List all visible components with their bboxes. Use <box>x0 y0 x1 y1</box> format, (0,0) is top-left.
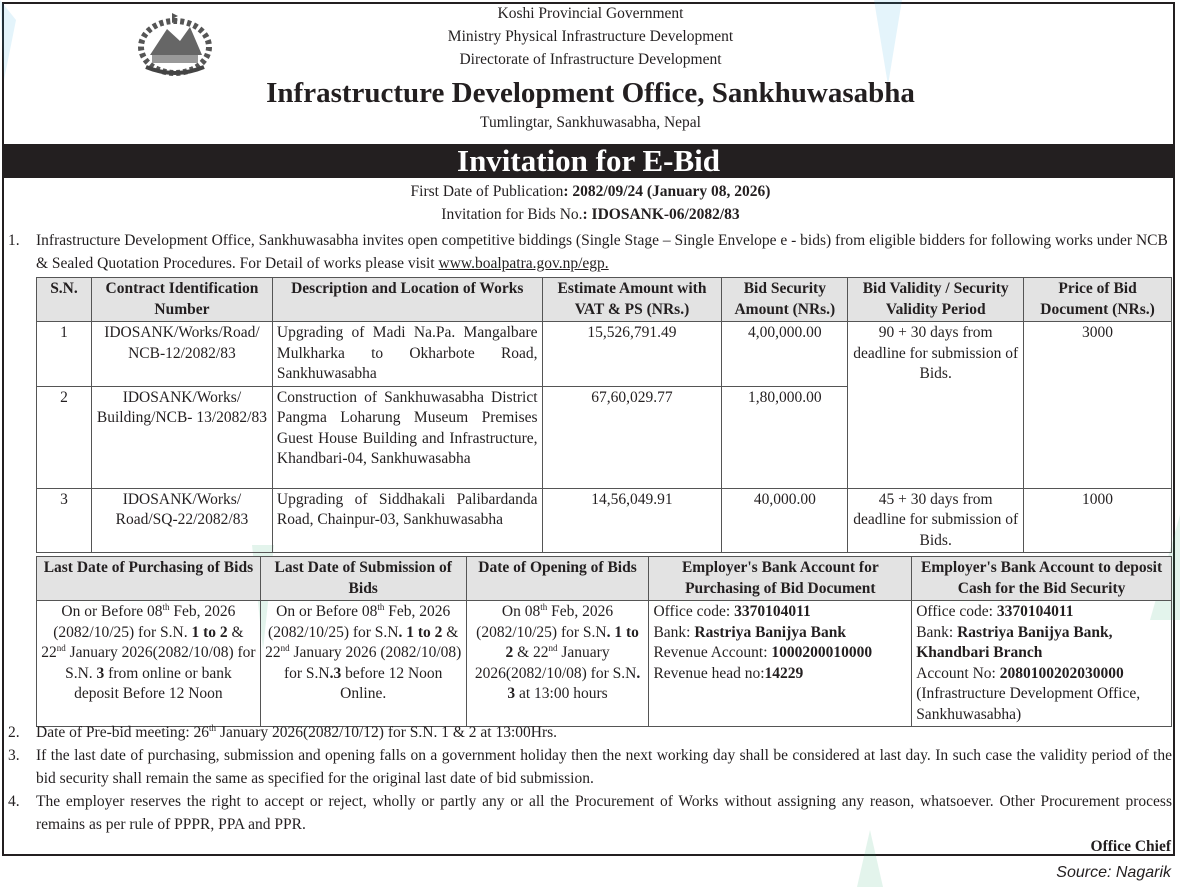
purchasing-deadline: On or Before 08th Feb, 2026 (2082/10/25) for S.N. 1 to 2 & 22nd January 2026(2082/10/08) for S.N. 3 from online or bank deposit Before 12 Noon <box>37 601 261 727</box>
col-contract-id: Contract Identification Number <box>91 278 272 322</box>
ministry-name: Ministry Physical Infrastructure Development <box>447 28 734 45</box>
col-last-submission: Last Date of Submission of Bids <box>260 557 466 601</box>
col-last-purchase: Last Date of Purchasing of Bids <box>37 557 261 601</box>
intro-paragraph: 1. Infrastructure Development Office, Sankhuwasabha invites open competitive biddings (Single Stage – Single Envelope e - bids) from eligible bidders for following works under NCB & Sealed Quotation Procedures. For Detail of works please visit www.boalpatra.gov.np/egp. <box>8 232 1168 272</box>
government-name: Koshi Provincial Government <box>497 5 684 22</box>
col-estimate: Estimate Amount with VAT & PS (NRs.) <box>542 278 722 322</box>
directorate-name: Directorate of Infrastructure Development <box>459 51 722 68</box>
col-description: Description and Location of Works <box>272 278 542 322</box>
table-row: 1 IDOSANK/Works/Road/ NCB-12/2082/83 Upgrading of Madi Na.Pa. Mangalbare Mulkharka to Okharbote Road, Sankhuwasabha 15,526,791.49 4,00,000.00 90 + 30 days from deadline for submission of Bids. 3000 <box>37 322 1172 387</box>
col-sn: S.N. <box>37 278 92 322</box>
note-prebid: 2. Date of Pre-bid meeting: 26th January 2026(2082/10/12) for S.N. 1 & 2 at 13:00Hrs. <box>8 722 558 741</box>
note-holiday: 3. If the last date of purchasing, submission and opening falls on a government holiday then the next working day shall be considered at last day. In such case the validity period of the bid security shall remain the same as specified for the original last date of bid submission. <box>8 747 1172 787</box>
col-price: Price of Bid Document (NRs.) <box>1024 278 1172 322</box>
bank-purchase-details: Office code: 3370104011 Bank: Rastriya Banijya Bank Revenue Account: 1000200010000 Revenue head no:14229 <box>649 601 912 727</box>
col-bid-security: Bid Security Amount (NRs.) <box>722 278 848 322</box>
table-header-row <box>37 557 1172 601</box>
opening-date: On 08th Feb, 2026 (2082/10/25) for S.N. 1 to 2 & 22nd January 2026(2082/10/08) for S.N. 3 at 13:00 hours <box>466 601 649 727</box>
col-opening-date: Date of Opening of Bids <box>466 557 649 601</box>
table-row: 3 IDOSANK/Works/ Road/SQ-22/2082/83 Upgrading of Siddhakali Palibardanda Road, Chainpur-03, Sankhuwasabha 14,56,049.91 40,000.00 45 + 30 days from deadline for submission of Bids. 1000 <box>37 488 1172 553</box>
col-bank-purchase: Employer's Bank Account for Purchasing of Bid Document <box>649 557 912 601</box>
col-bank-security: Employer's Bank Account to deposit Cash for the Bid Security <box>912 557 1172 601</box>
col-validity: Bid Validity / Security Validity Period <box>848 278 1024 322</box>
dates-bank-table <box>36 556 1172 727</box>
bank-security-details: Office code: 3370104011 Bank: Rastriya Banijya Bank, Khandbari Branch Account No: 2080100202030000 (Infrastructure Development Office, Sankhuwasabha) <box>912 601 1172 727</box>
submission-deadline: On or Before 08th Feb, 2026 (2082/10/25) for S.N. 1 to 2 & 22nd January 2026 (2082/10/08) for S.N.3 before 12 Noon Online. <box>260 601 466 727</box>
office-name: Infrastructure Development Office, Sankhuwasabha <box>266 77 915 109</box>
source-credit: Source: Nagarik <box>1056 864 1171 881</box>
signature: Office Chief <box>1090 838 1171 855</box>
works-table <box>36 277 1172 553</box>
table-header-row <box>37 278 1172 322</box>
note-rights: 4. The employer reserves the right to accept or reject, wholly or partly any or all the Procurement of Works without assigning any reason, whatsoever. Other Procurement process remains as per rule of PPPR, PPA and PPR. <box>8 793 1172 833</box>
egp-link[interactable]: www.boalpatra.gov.np/egp. <box>438 255 609 272</box>
table-row: 2 IDOSANK/Works/ Building/NCB- 13/2082/83 Construction of Sankhuwasabha District Pangma Loharung Museum Premises Guest House Building and Infrastructure, Khandbari-04, Sankhuwasabha 67,60,029.77 1,80,000.00 <box>37 386 1172 488</box>
office-address: Tumlingtar, Sankhuwasabha, Nepal <box>480 114 701 131</box>
ifb-number: Invitation for Bids No.: IDOSANK-06/2082/83 <box>441 206 740 223</box>
table-row <box>37 601 1172 727</box>
publication-date: First Date of Publication: 2082/09/24 (January 08, 2026) <box>410 183 771 200</box>
page-title: Invitation for E-Bid <box>2 144 1175 178</box>
